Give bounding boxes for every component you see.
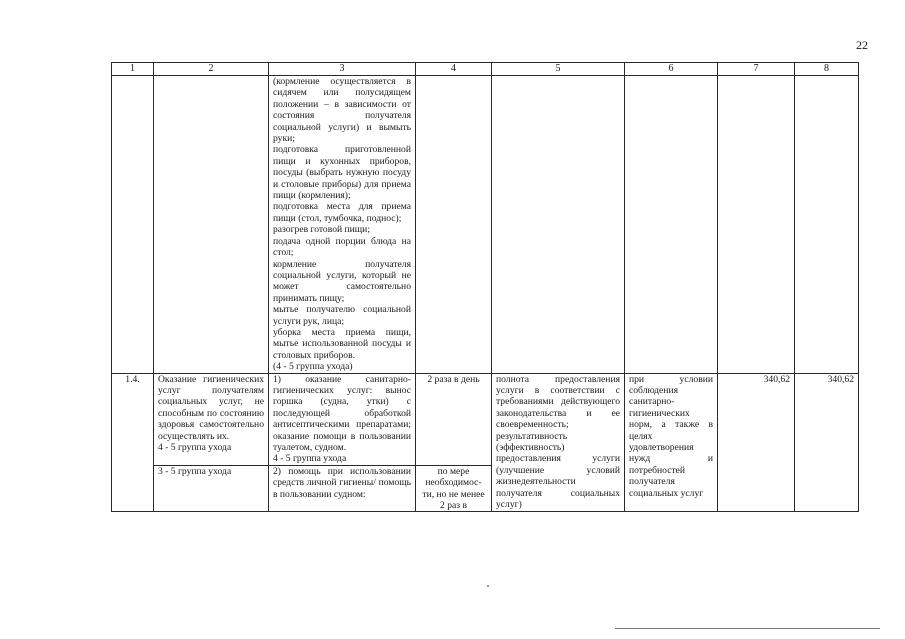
feeding-step-1: (кормление осуществляется в сидячем или полусидящем положении – в зависимости от состояния получателя социальной услуги) и вымыть руки; bbox=[273, 76, 411, 145]
header-col-4: 4 bbox=[416, 63, 492, 76]
service-content bbox=[269, 373, 416, 465]
continuation-col-3 bbox=[269, 76, 416, 374]
feeding-step-6: кормление получателя социальной услуги, который не может самостоятельно принимать пищу; bbox=[273, 258, 411, 304]
continuation-col-8 bbox=[795, 76, 859, 374]
quality-indicator-2: результативность (эффективность) предоставления услуги (улучшение условий жизнедеятельности получателя социальных услуг) bbox=[496, 430, 620, 511]
scan-edge-line bbox=[615, 628, 880, 629]
service-conditions: при условии соблюдения санитарно-гигиенических норм, а также в целях удовлетворения нужд и потребностей получателя социальных услуг bbox=[625, 373, 718, 512]
header-col-3: 3 bbox=[269, 63, 416, 76]
sub-service-content: 2) помощь при использовании средств личной гигиены/ помощь в пользовании судном: bbox=[269, 465, 416, 512]
continuation-col-4 bbox=[416, 76, 492, 374]
continuation-col-7 bbox=[718, 76, 795, 374]
quality-indicator-1: полнота предоставления услуги в соответствии с требованиями действующего законодательства и ее своевременность; bbox=[496, 373, 620, 431]
table-header-row bbox=[112, 63, 859, 76]
continuation-col-5 bbox=[492, 76, 625, 374]
services-table bbox=[111, 62, 859, 512]
quality-indicators bbox=[492, 373, 625, 512]
continuation-col-1 bbox=[112, 76, 154, 374]
service-tariff: 340,62 bbox=[718, 373, 795, 512]
header-col-6: 6 bbox=[625, 63, 718, 76]
row-number: 1.4. bbox=[112, 373, 154, 512]
feeding-step-5: подача одной порции блюда на стол; bbox=[273, 235, 411, 259]
feeding-step-3: подготовка места для приема пищи (стол, тумбочка, поднос); bbox=[273, 201, 411, 224]
service-name bbox=[154, 373, 269, 465]
sub-service-frequency: по мере необходимос-ти, но не менее 2 раз в bbox=[416, 465, 492, 512]
feeding-step-7: мытье получателю социальной услуги рук, лица; bbox=[273, 304, 411, 327]
sub-care-group: 3 - 5 группа ухода bbox=[154, 465, 269, 512]
service-content-text: 1) оказание санитарно-гигиенических услуг: вынос горшка (судна, утки) с последующей обработкой антисептическими препаратами; оказание помощи в пользовании туалетом, судном. bbox=[273, 373, 411, 453]
service-frequency: 2 раза в день bbox=[416, 373, 492, 465]
feeding-step-4: разогрев готовой пищи; bbox=[273, 224, 370, 236]
service-content-group: 4 - 5 группа ухода bbox=[273, 453, 347, 465]
feeding-step-2: подготовка приготовленной пищи и кухонных приборов, посуды (выбрать нужную посуду и столовые приборы) для приема пищи (кормления); bbox=[273, 144, 411, 202]
continuation-col-2 bbox=[154, 76, 269, 374]
continuation-col-6 bbox=[625, 76, 718, 374]
header-col-5: 5 bbox=[492, 63, 625, 76]
table-row-1-4 bbox=[112, 373, 859, 465]
header-col-1: 1 bbox=[112, 63, 154, 76]
service-cost: 340,62 bbox=[795, 373, 859, 512]
header-col-8: 8 bbox=[795, 63, 859, 76]
header-col-2: 2 bbox=[154, 63, 269, 76]
feeding-step-8: уборка места приема пищи, мытье использованной посуды и столовых приборов. bbox=[273, 326, 411, 361]
scan-speck bbox=[487, 585, 489, 587]
service-care-group: 4 - 5 группа ухода bbox=[158, 442, 232, 453]
page-number: 22 bbox=[856, 38, 868, 52]
feeding-care-group: (4 - 5 группа ухода) bbox=[273, 361, 353, 373]
header-col-7: 7 bbox=[718, 63, 795, 76]
table-row-continuation bbox=[112, 76, 859, 374]
service-name-text: Оказание гигиенических услуг получателям социальных услуг, не способным по состоянию здоровья самостоятельно осуществлять их. bbox=[158, 373, 264, 442]
